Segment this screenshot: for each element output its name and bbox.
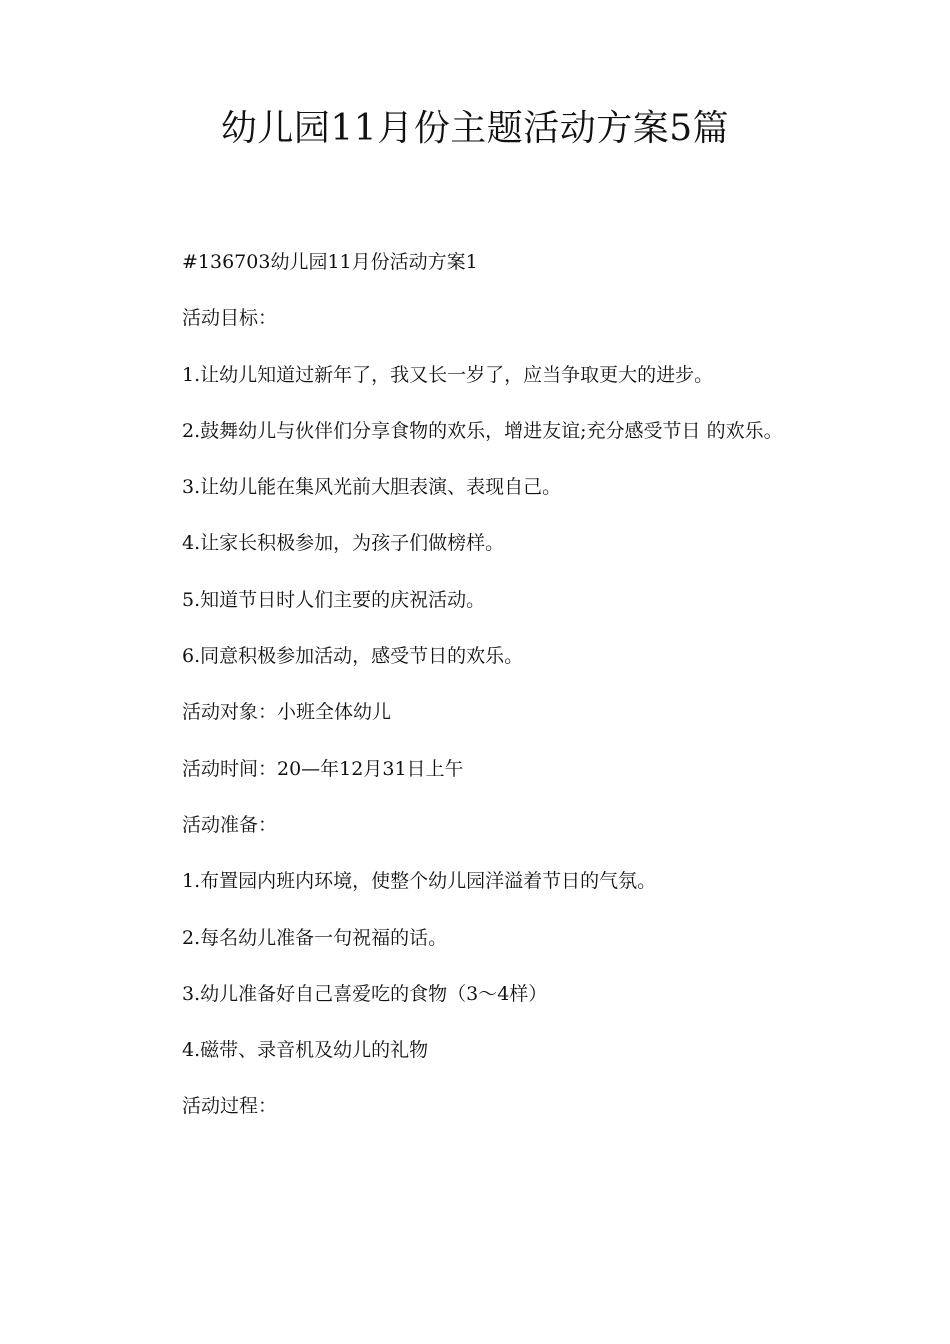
preparation-item-4: 4.磁带、录音机及幼儿的礼物 xyxy=(182,1039,429,1062)
goal-item-1: 1.让幼儿知道过新年了，我又长一岁了，应当争取更大的进步。 xyxy=(182,363,714,386)
goal-item-2: 2.鼓舞幼儿与伙伴们分享食物的欢乐，增进友谊;充分感受节日 的欢乐。 xyxy=(182,419,783,442)
preparation-item-1: 1.布置园内班内环境，使整个幼儿园洋溢着节日的气氛。 xyxy=(182,870,657,893)
heading-activity-preparation: 活动准备： xyxy=(182,813,278,836)
preparation-item-2: 2.每名幼儿准备一句祝福的话。 xyxy=(182,926,448,949)
section-heading-plan-1: #136703幼儿园11月份活动方案1 xyxy=(182,251,478,273)
goal-item-6: 6.同意积极参加活动，感受节日的欢乐。 xyxy=(182,645,524,668)
heading-activity-process: 活动过程： xyxy=(182,1095,278,1118)
goal-item-4: 4.让家长积极参加，为孩子们做榜样。 xyxy=(182,532,505,555)
activity-target: 活动对象：小班全体幼儿 xyxy=(182,701,392,724)
preparation-item-3: 3.幼儿准备好自己喜爱吃的食物（3〜4样） xyxy=(182,982,548,1005)
document-title: 幼儿园11月份主题活动方案5篇 xyxy=(220,108,730,149)
activity-time: 活动时间：20—年12月31日上午 xyxy=(182,757,464,780)
goal-item-3: 3.让幼儿能在集风光前大胆表演、表现自己。 xyxy=(182,476,562,499)
heading-activity-goals: 活动目标： xyxy=(182,307,278,330)
goal-item-5: 5.知道节日时人们主要的庆祝活动。 xyxy=(182,588,486,611)
document-body xyxy=(140,234,800,1135)
